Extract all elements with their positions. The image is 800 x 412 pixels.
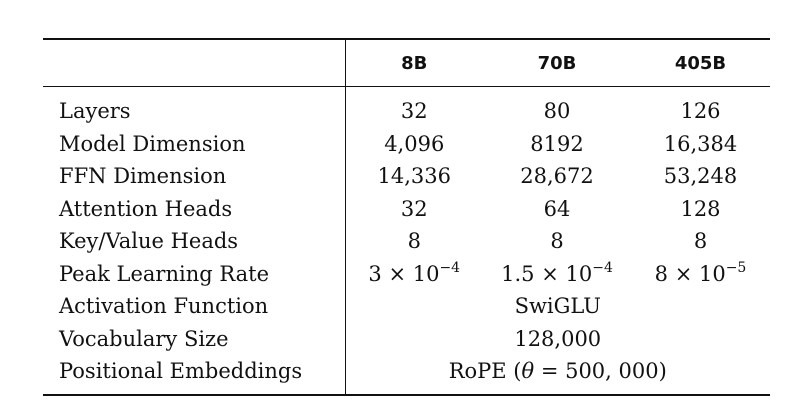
row-label: Attention Heads (43, 193, 345, 226)
cell-70b: 8 (550, 229, 564, 254)
cell-70b (483, 258, 631, 291)
cell-8b (345, 258, 483, 291)
rope-suffix: = 500, 000) (534, 359, 667, 384)
cell-405b: 16,384 (663, 131, 738, 156)
shared-cell (345, 355, 770, 395)
cell-405b: 126 (680, 99, 721, 124)
row-label: Peak Learning Rate (43, 258, 345, 291)
table-row-key-value-heads (43, 225, 770, 258)
row-label: Vocabulary Size (43, 323, 345, 356)
table-header-row (43, 39, 770, 87)
table-row-layers (43, 87, 770, 128)
header-405b: 405B (674, 52, 727, 74)
lr-exponent: −4 (439, 259, 461, 276)
table-row-vocabulary-size (43, 323, 770, 356)
table-row-positional-embeddings (43, 355, 770, 395)
table-row-attention-heads (43, 193, 770, 226)
cell-8b: 32 (400, 196, 428, 221)
row-label: Key/Value Heads (43, 225, 345, 258)
cell-8b: 14,336 (377, 164, 451, 189)
cell-8b: 8 (407, 229, 421, 254)
lr-base: 8 × 10 (654, 261, 726, 286)
lr-base: 1.5 × 10 (501, 261, 593, 286)
row-label: Activation Function (43, 290, 345, 323)
shared-cell: SwiGLU (514, 294, 601, 319)
cell-8b: 32 (400, 99, 428, 124)
lr-exponent: −5 (725, 259, 747, 276)
cell-8b: 4,096 (384, 131, 445, 156)
header-70b: 70B (537, 52, 577, 74)
row-label: Layers (43, 87, 345, 128)
cell-70b: 80 (543, 99, 571, 124)
header-label-cell (43, 39, 345, 87)
cell-70b: 8192 (530, 131, 584, 156)
model-config-table-container (43, 38, 770, 396)
rope-prefix: RoPE ( (448, 359, 522, 384)
cell-70b: 64 (543, 196, 571, 221)
header-8b: 8B (401, 52, 428, 74)
cell-405b: 53,248 (663, 164, 738, 189)
shared-cell: 128,000 (514, 326, 602, 351)
cell-405b (631, 258, 770, 291)
cell-405b: 128 (680, 196, 721, 221)
row-label: Model Dimension (43, 128, 345, 161)
theta-symbol: θ (521, 359, 535, 384)
cell-405b: 8 (693, 229, 708, 254)
table-row-ffn-dimension (43, 160, 770, 193)
cell-70b: 28,672 (520, 164, 594, 189)
lr-exponent: −4 (592, 259, 613, 276)
model-config-table (43, 38, 770, 396)
row-label: Positional Embeddings (43, 355, 345, 395)
table-row-model-dimension (43, 128, 770, 161)
row-label: FFN Dimension (43, 160, 345, 193)
table-row-peak-learning-rate (43, 258, 770, 291)
table-row-activation-function (43, 290, 770, 323)
lr-base: 3 × 10 (368, 261, 440, 286)
